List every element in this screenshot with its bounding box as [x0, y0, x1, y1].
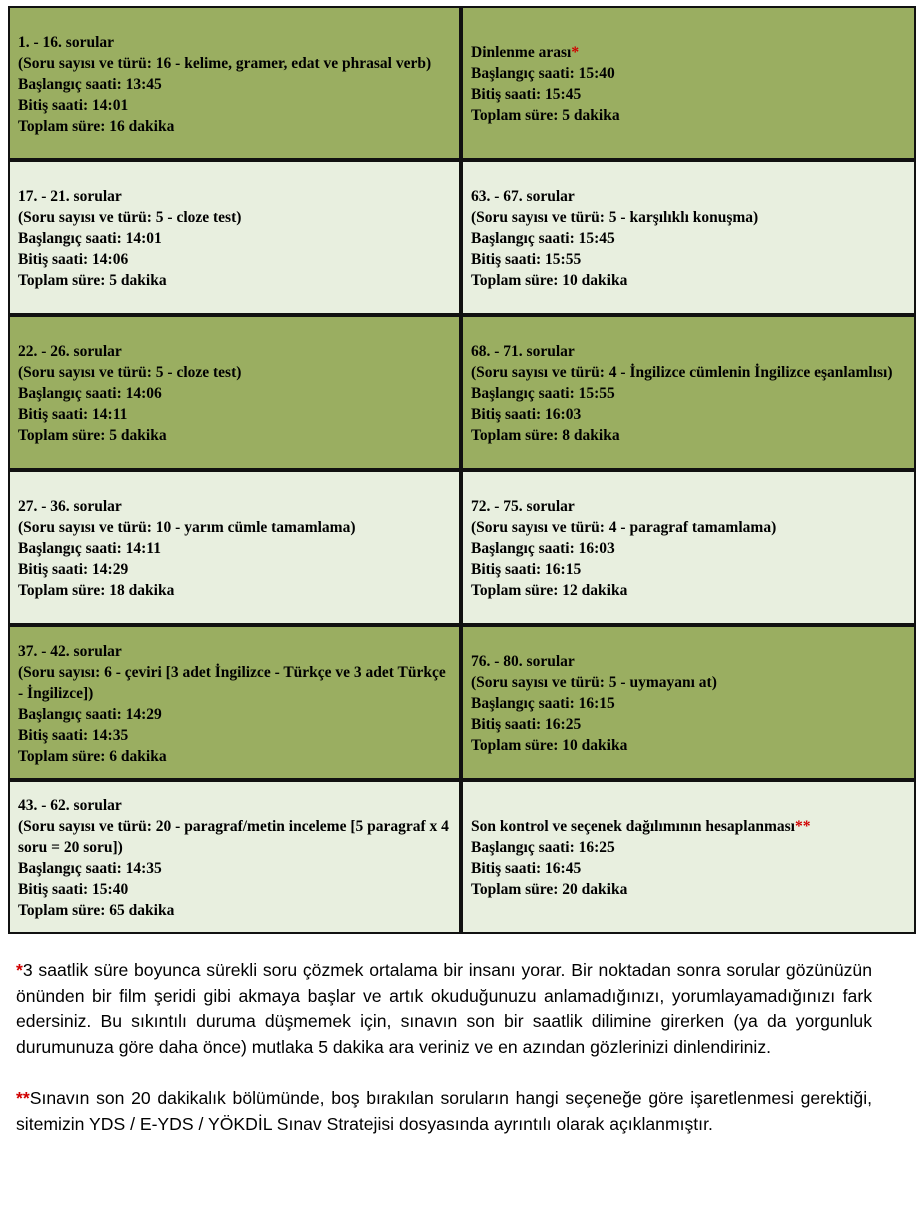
schedule-cell-1-16: [8, 6, 461, 160]
schedule-cell-68-71: [461, 315, 916, 470]
cell-end: Bitiş saati: 15:55: [471, 251, 582, 268]
cell-type: (Soru sayısı ve türü: 5 - uymayanı at): [471, 674, 717, 691]
cell-type: (Soru sayısı ve türü: 4 - İngilizce cümlenin İngilizce eşanlamlısı): [471, 364, 893, 381]
schedule-cell-63-67: [461, 160, 916, 315]
cell-type: (Soru sayısı ve türü: 5 - karşılıklı konuşma): [471, 209, 759, 226]
cell-total: Toplam süre: 6 dakika: [18, 747, 167, 765]
cell-start: Başlangıç saati: 15:55: [471, 385, 615, 402]
cell-end: Bitiş saati: 16:15: [471, 561, 582, 578]
cell-title: Son kontrol ve seçenek dağılımının hesaplanması: [471, 818, 795, 835]
cell-title: 72. - 75. sorular: [471, 498, 575, 515]
cell-total: Toplam süre: 8 dakika: [471, 427, 620, 444]
cell-start: Başlangıç saati: 15:40: [471, 65, 615, 82]
cell-end: Bitiş saati: 15:45: [471, 86, 582, 103]
cell-end: Bitiş saati: 15:40: [18, 881, 129, 898]
cell-end: Bitiş saati: 14:06: [18, 251, 129, 268]
footnotes: [16, 958, 872, 1163]
asterisk-mark: *: [571, 44, 580, 61]
schedule-cell-final-check: [461, 780, 916, 934]
cell-title: 76. - 80. sorular: [471, 653, 575, 670]
schedule-cell-22-26: [8, 315, 461, 470]
cell-start: Başlangıç saati: 16:03: [471, 540, 615, 557]
footnote-break-text: 3 saatlik süre boyunca sürekli soru çözmek ortalama bir insanı yorar. Bir noktadan sonra sorular gözünüzün önünden bir film şeridi gibi akmaya başlar ve artık okuduğunuzu anlamadığınızı, yorumlayamadığınızı fark edersiniz. Bu sıkıntılı duruma düşmemek için, sınavın son bir saatlik dilimine girerken (ya da yorgunluk durumunuza göre daha önce) mutlaka 5 dakika ara veriniz ve en azından gözlerinizi dinlendiriniz.: [16, 960, 872, 1057]
cell-title-line: [471, 816, 906, 837]
cell-type: (Soru sayısı: 6 - çeviri [3 adet İngilizce - Türkçe ve 3 adet Türkçe - İngilizce]): [18, 663, 446, 702]
cell-total: Toplam süre: 5 dakika: [18, 272, 167, 289]
cell-type: (Soru sayısı ve türü: 5 - cloze test): [18, 364, 242, 381]
table-row: [8, 470, 916, 625]
double-asterisk-mark: **: [16, 1088, 30, 1108]
cell-start: Başlangıç saati: 16:25: [471, 839, 615, 856]
table-row: [8, 160, 916, 315]
cell-start: Başlangıç saati: 14:35: [18, 860, 162, 877]
cell-end: Bitiş saati: 14:35: [18, 726, 129, 744]
cell-title: 63. - 67. sorular: [471, 188, 575, 205]
cell-type: (Soru sayısı ve türü: 20 - paragraf/metin inceleme [5 paragraf x 4 soru = 20 soru]): [18, 818, 449, 856]
cell-end: Bitiş saati: 14:29: [18, 561, 129, 578]
cell-total: Toplam süre: 12 dakika: [471, 582, 628, 599]
cell-total: Toplam süre: 5 dakika: [18, 427, 167, 444]
table-row: [8, 315, 916, 470]
schedule-cell-43-62: [8, 780, 461, 934]
footnote-break: [16, 958, 872, 1060]
cell-title: 17. - 21. sorular: [18, 188, 122, 205]
cell-total: Toplam süre: 18 dakika: [18, 582, 175, 599]
cell-end: Bitiş saati: 16:45: [471, 860, 582, 877]
table-row: [8, 625, 916, 780]
schedule-cell-break: [461, 6, 916, 160]
asterisk-mark: *: [16, 960, 23, 980]
cell-title-line: [471, 42, 906, 63]
cell-total: Toplam süre: 16 dakika: [18, 117, 175, 135]
cell-title: 68. - 71. sorular: [471, 343, 575, 360]
cell-end: Bitiş saati: 14:01: [18, 96, 129, 114]
cell-total: Toplam süre: 65 dakika: [18, 902, 175, 919]
cell-type: (Soru sayısı ve türü: 16 - kelime, gramer, edat ve phrasal verb): [18, 54, 432, 72]
cell-title: Dinlenme arası: [471, 44, 572, 61]
cell-start: Başlangıç saati: 15:45: [471, 230, 615, 247]
double-asterisk-mark: **: [794, 818, 811, 835]
schedule-cell-17-21: [8, 160, 461, 315]
schedule-table: [8, 6, 916, 934]
cell-total: Toplam süre: 5 dakika: [471, 107, 620, 124]
table-row: [8, 780, 916, 934]
table-row: [8, 6, 916, 160]
cell-title: 22. - 26. sorular: [18, 343, 122, 360]
cell-type: (Soru sayısı ve türü: 4 - paragraf tamamlama): [471, 519, 777, 536]
cell-start: Başlangıç saati: 14:11: [18, 540, 161, 557]
cell-title: 43. - 62. sorular: [18, 797, 122, 814]
schedule-cell-72-75: [461, 470, 916, 625]
footnote-final-check: [16, 1086, 872, 1137]
cell-title: 37. - 42. sorular: [18, 642, 122, 660]
cell-type: (Soru sayısı ve türü: 5 - cloze test): [18, 209, 242, 226]
cell-total: Toplam süre: 20 dakika: [471, 881, 628, 898]
cell-end: Bitiş saati: 16:25: [471, 716, 582, 733]
footnote-final-check-text: Sınavın son 20 dakikalık bölümünde, boş bırakılan soruların hangi seçeneğe göre işaretlenmesi gerektiği, sitemizin YDS / E-YDS / YÖKDİL Sınav Stratejisi dosyasında ayrıntılı olarak açıklanmıştır.: [16, 1088, 872, 1134]
cell-start: Başlangıç saati: 14:06: [18, 385, 162, 402]
schedule-cell-37-42: [8, 625, 461, 780]
cell-start: Başlangıç saati: 14:29: [18, 705, 162, 723]
cell-total: Toplam süre: 10 dakika: [471, 737, 628, 754]
cell-end: Bitiş saati: 16:03: [471, 406, 582, 423]
schedule-cell-76-80: [461, 625, 916, 780]
cell-title: 27. - 36. sorular: [18, 498, 122, 515]
cell-type: (Soru sayısı ve türü: 10 - yarım cümle tamamlama): [18, 519, 356, 536]
cell-start: Başlangıç saati: 14:01: [18, 230, 162, 247]
schedule-cell-27-36: [8, 470, 461, 625]
cell-start: Başlangıç saati: 16:15: [471, 695, 615, 712]
cell-title: 1. - 16. sorular: [18, 33, 115, 51]
cell-start: Başlangıç saati: 13:45: [18, 75, 162, 93]
cell-total: Toplam süre: 10 dakika: [471, 272, 628, 289]
cell-end: Bitiş saati: 14:11: [18, 406, 128, 423]
